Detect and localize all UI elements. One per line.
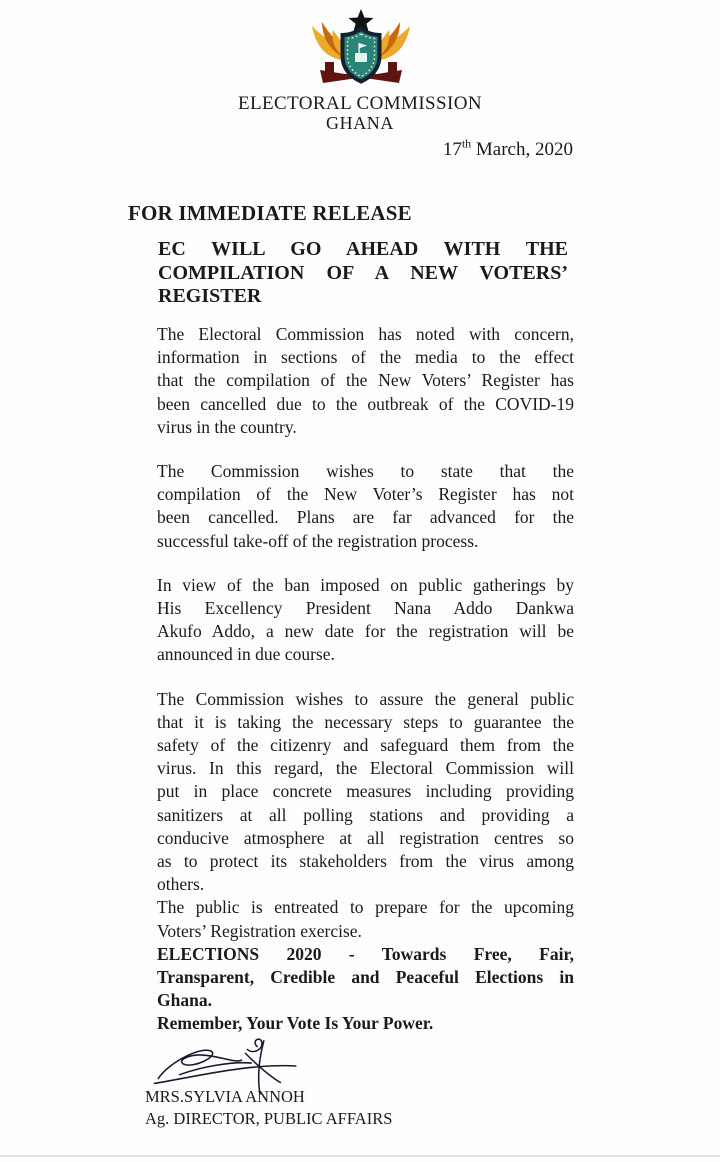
text-line: Voters’ Registration exercise. (157, 920, 362, 941)
paragraph-3 (157, 574, 574, 667)
organization-country: GHANA (326, 113, 394, 133)
organization-name: ELECTORAL COMMISSION (238, 93, 482, 114)
text-line: EC WILL GO AHEAD WITH THE (158, 238, 568, 260)
text-line: that it is taking the necessary steps to guarantee the (157, 711, 574, 732)
signer-name: MRS.SYLVIA ANNOH (145, 1087, 305, 1106)
text-line: conducive atmosphere at all registration centres so (157, 827, 574, 848)
text-line: others. (157, 874, 205, 895)
date-ordinal: th (461, 136, 472, 151)
text-line: In view of the ban imposed on public gatherings by (157, 574, 574, 595)
scan-bottom-edge (0, 1155, 720, 1157)
date-rest: March, 2020 (471, 139, 573, 160)
date-day: 17 (442, 139, 462, 160)
press-release-title (158, 238, 568, 309)
shield-icon (343, 29, 380, 82)
text-line: His Excellency President Nana Addo Dankwa (157, 598, 574, 619)
text-line: been cancelled. Plans are far advanced for the (157, 507, 574, 528)
paragraph-5 (157, 896, 574, 942)
text-line: compilation of the New Voter’s Register has not (157, 484, 574, 505)
paragraph-1 (157, 323, 574, 439)
text-line: The Commission wishes to state that the (157, 461, 574, 482)
text-line: that the compilation of the New Voters’ Register has (157, 370, 574, 391)
text-line: virus. In this regard, the Electoral Commission will (157, 758, 574, 779)
text-line: sanitizers at all polling stations and providing a (157, 804, 574, 825)
text-line: put in place concrete measures including providing (157, 781, 574, 802)
paragraph-2 (157, 460, 574, 553)
elections-2020-slogan (157, 943, 574, 1013)
text-line: Akufo Addo, a new date for the registration will be (157, 621, 574, 642)
text-line: The Electoral Commission has noted with concern, (157, 324, 574, 344)
text-line: Ghana. (157, 990, 212, 1011)
text-line: The public is entreated to prepare for the upcoming (157, 897, 574, 918)
release-date (442, 136, 573, 161)
text-line: announced in due course. (157, 644, 335, 665)
for-immediate-release-label: FOR IMMEDIATE RELEASE (128, 201, 412, 225)
text-line: information in sections of the media to the effect (157, 347, 574, 368)
text-line: safety of the citizenry and safeguard them from the (157, 735, 574, 756)
text-line: COMPILATION OF A NEW VOTERS’ (158, 261, 568, 284)
text-line: successful take-off of the registration process. (157, 530, 479, 551)
ec-ghana-crest-logo (301, 6, 421, 98)
signer-title: Ag. DIRECTOR, PUBLIC AFFAIRS (145, 1109, 393, 1128)
text-line: Transparent, Credible and Peaceful Elections in (157, 967, 574, 988)
body-text-column (157, 323, 574, 1036)
text-line: been cancelled due to the outbreak of the COVID-19 (157, 393, 574, 414)
signer-block (145, 1086, 392, 1130)
remember-slogan: Remember, Your Vote Is Your Power. (157, 1013, 434, 1034)
text-line: The Commission wishes to assure the general public (157, 688, 574, 709)
paragraph-4 (157, 688, 574, 897)
text-line: virus in the country. (157, 416, 297, 437)
text-line: REGISTER (158, 285, 262, 307)
text-line: ELECTIONS 2020 - Towards Free, Fair, (157, 943, 574, 964)
text-line: as to protect its stakeholders from the virus among (157, 851, 574, 872)
